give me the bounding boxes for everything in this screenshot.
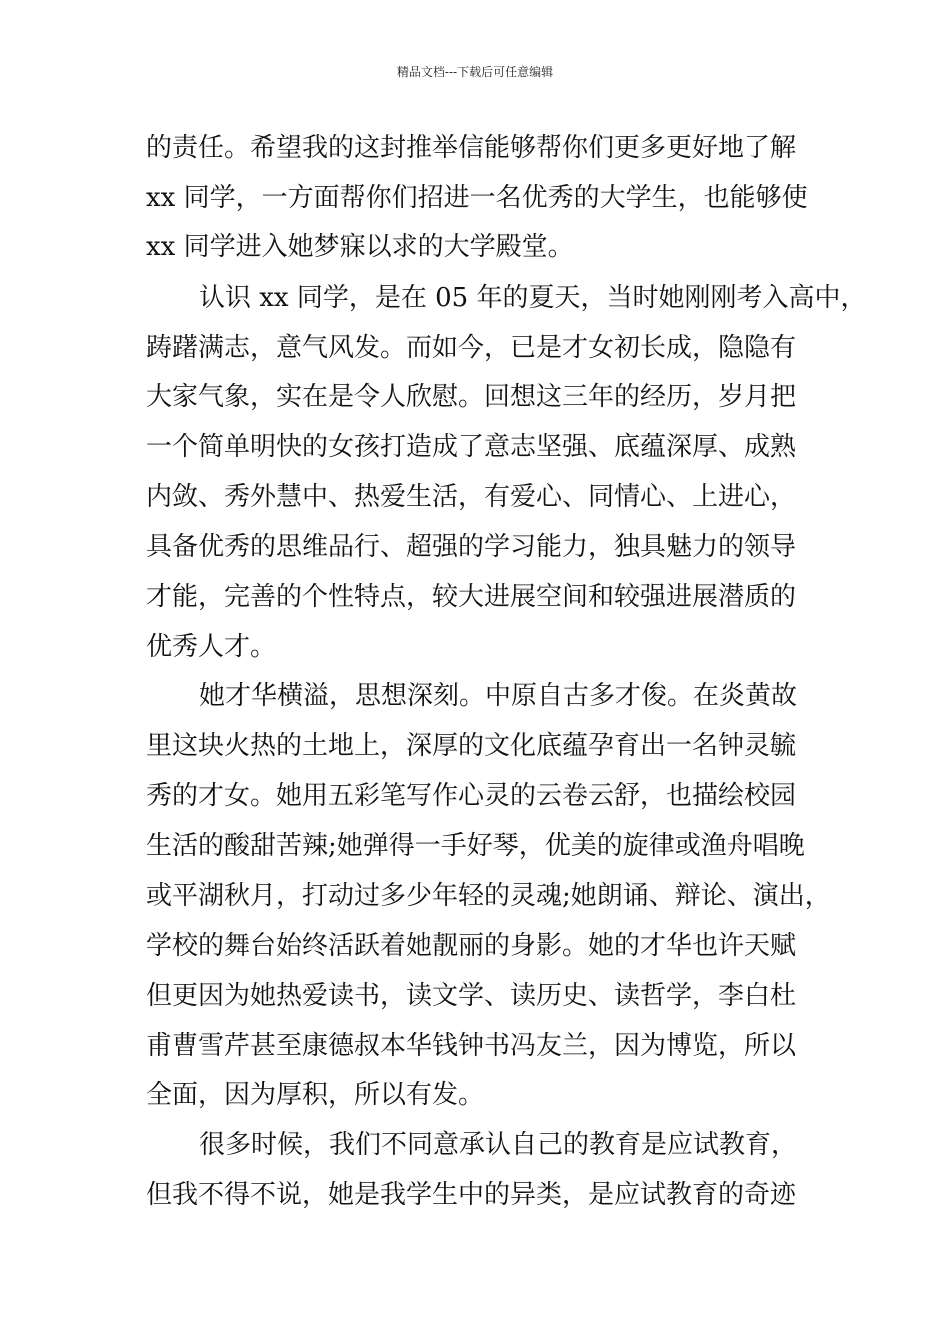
body-line: xx 同学，一方面帮你们招进一名优秀的大学生，也能够使 — [146, 183, 808, 213]
body-line: 甫曹雪芹甚至康德叔本华钱钟书冯友兰，因为博览，所以 — [146, 1031, 797, 1061]
page-header: 精品文档---下载后可任意编辑 — [396, 65, 554, 79]
body-line: 大家气象，实在是令人欣慰。回想这三年的经历，岁月把 — [146, 382, 797, 412]
body-line: 优秀人才。 — [146, 632, 277, 662]
body-line: 的责任。希望我的这封推举信能够帮你们更多更好地了解 — [146, 133, 797, 163]
body-line: 内敛、秀外慧中、热爱生活，有爱心、同情心、上进心， — [146, 482, 797, 512]
body-line: 踌躇满志，意气风发。而如今，已是才女初长成，隐隐有 — [146, 333, 797, 363]
body-line: 学校的舞台始终活跃着她靓丽的身影。她的才华也许天赋 — [146, 931, 797, 961]
body-line: 具备优秀的思维品行、超强的学习能力，独具魅力的领导 — [146, 532, 797, 562]
body-line: 一个简单明快的女孩打造成了意志坚强、底蕴深厚、成熟 — [146, 432, 797, 462]
body-line: 里这块火热的土地上，深厚的文化底蕴孕育出一名钟灵毓 — [146, 731, 797, 761]
body-line: 才能，完善的个性特点，较大进展空间和较强进展潜质的 — [146, 582, 797, 612]
body-line: 或平湖秋月，打动过多少年轻的灵魂;她朗诵、辩论、演出， — [146, 881, 831, 911]
body-line: 全面，因为厚积，所以有发。 — [146, 1080, 485, 1110]
body-line: 但更因为她热爱读书，读文学、读历史、读哲学，李白杜 — [146, 981, 797, 1011]
paragraph-first-line: 她才华横溢，思想深刻。中原自古多才俊。在炎黄故 — [199, 681, 798, 711]
body-line: 生活的酸甜苦辣;她弹得一手好琴，优美的旋律或渔舟唱晚 — [146, 831, 805, 861]
paragraph-first-line: 很多时候，我们不同意承认自己的教育是应试教育， — [199, 1130, 798, 1160]
body-line: xx 同学进入她梦寐以求的大学殿堂。 — [146, 232, 574, 262]
body-line: 但我不得不说，她是我学生中的异类，是应试教育的奇迹 — [146, 1180, 797, 1210]
paragraph-first-line: 认识 xx 同学，是在 05 年的夏天，当时她刚刚考入高中， — [199, 283, 867, 313]
body-line: 秀的才女。她用五彩笔写作心灵的云卷云舒，也描绘校园 — [146, 781, 797, 811]
